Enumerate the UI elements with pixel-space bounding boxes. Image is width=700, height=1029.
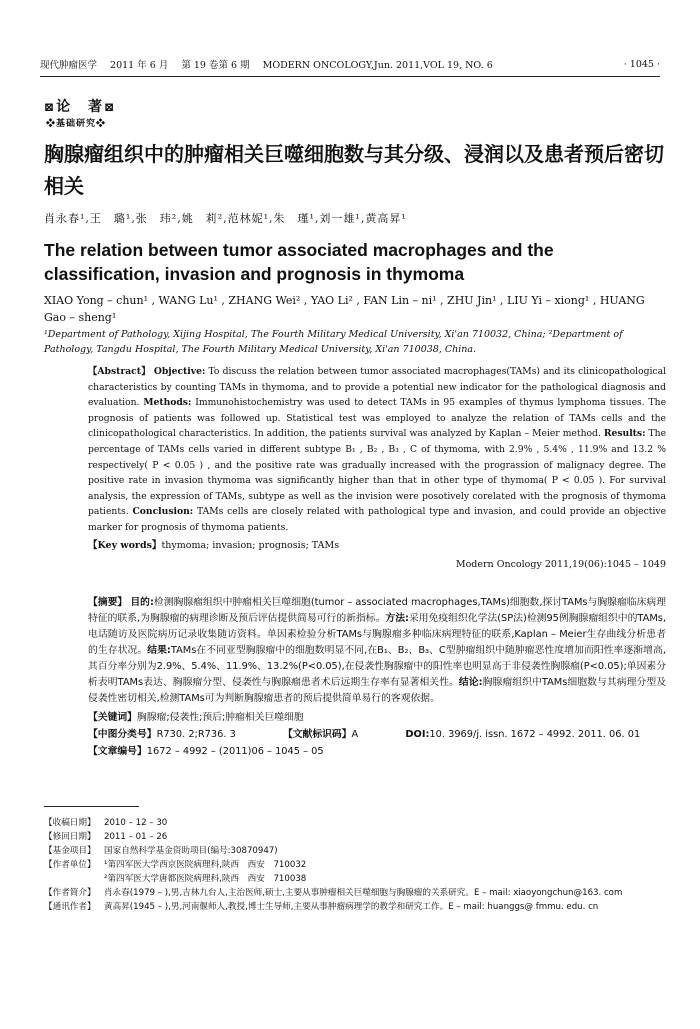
footnote-label xyxy=(44,872,104,886)
objective-text: To discuss the relation between tumor associated macrophages(TAMs) and its clinicopathological characteristics by counting TAMs in thymoma, and to provide a potential new indicator for the pathological diagnosis and evaluation. xyxy=(88,366,666,409)
section-text: 论 著 xyxy=(56,99,105,115)
objective-cn-text: 检测胸腺瘤组织中肿瘤相关巨噬细胞(tumor – associated macrophages,TAMs)细胞数,探讨TAMs与胸腺瘤临床病理特征的联系,为胸腺瘤的病理诊断及预后评估提供简易可行的新指标。 xyxy=(88,597,666,624)
section-label xyxy=(44,96,116,116)
conclusion-cn-label: 结论: xyxy=(458,677,483,688)
doi-value: 10. 3969/j. issn. 1672 – 4992. 2011. 06. 01 xyxy=(429,729,641,740)
running-header xyxy=(40,56,660,77)
keywords-chinese xyxy=(88,709,304,723)
footnote-label: 【作者单位】 xyxy=(44,860,96,870)
footnote-row xyxy=(44,872,670,886)
footnote-label: 【基金项目】 xyxy=(44,846,96,856)
results-cn-text: TAMs在不同亚型胸腺瘤中的细胞数明显不同,在B₁、B₂、B₃、C型肿瘤组织中随肿瘤恶性度增加而阳性率逐渐增高,其百分率分别为2.9%、5.4%、11.9%、13.2%(P<0.05),在侵袭性胸腺瘤中的阳性率也明显高于非侵袭性胸腺瘤(P<0.05);单因素分析表明TAMs表达、胸腺瘤分型、侵袭性与胸腺瘤患者术后远期生存率有显著相关性。 xyxy=(88,645,667,688)
header-left xyxy=(40,57,503,71)
conclusion-text: TAMs cells are closely related with pathological type and invasion, and could provide an objective marker for prognosis of thymoma patients. xyxy=(88,506,667,533)
clc-label: 【中图分类号】 xyxy=(88,729,157,740)
keywords-cn-label: 【关键词】 xyxy=(88,712,137,723)
classification-line xyxy=(88,726,684,740)
doc-code-label: 【文献标识码】 xyxy=(282,729,352,740)
footnote-value: 国家自然科学基金资助项目(编号:30870947) xyxy=(104,846,278,856)
results-cn-label: 结果: xyxy=(147,645,171,656)
title-chinese: 胸腺瘤组织中的肿瘤相关巨噬细胞数与其分级、浸润以及患者预后密切相关 xyxy=(44,142,664,198)
page-number: · 1045 · xyxy=(623,58,660,70)
article-number-value: 1672 – 4992 – (2011)06 – 1045 – 05 xyxy=(146,746,324,757)
footnote-label: 【修回日期】 xyxy=(44,832,96,842)
results-label: Results: xyxy=(603,428,646,440)
footnote-divider xyxy=(44,806,139,807)
issue-date-cn: 2011 年 6 月 xyxy=(110,60,169,71)
authors-chinese: 肖永春¹,王 璐¹,张 玮²,姚 莉²,范林妮¹,朱 瑾¹,刘一雄¹,黄高昇¹ xyxy=(44,212,407,225)
section-box-icon-right: ⊠ xyxy=(104,100,117,114)
conclusion-cn-text: 胸腺瘤组织中TAMs细胞数与其病理分型及侵袭性密切相关,检测TAMs可为判断胸腺瘤患者的预后提供简单易行的客观依据。 xyxy=(88,677,667,704)
citation: Modern Oncology 2011,19(06):1045 – 1049 xyxy=(455,559,666,570)
abstract-english xyxy=(88,364,666,536)
footnote-row xyxy=(44,858,670,872)
conclusion-label: Conclusion: xyxy=(132,506,194,518)
keywords-value: thymoma; invasion; prognosis; TAMs xyxy=(161,540,340,551)
section-box-icon: ⊠ xyxy=(44,100,57,114)
doi xyxy=(405,729,662,740)
keywords-cn-value: 胸腺瘤;侵袭性;预后;肿瘤相关巨噬细胞 xyxy=(136,712,304,723)
clc-value: R730. 2;R736. 3 xyxy=(156,729,236,740)
affiliations: ¹Department of Pathology, Xijing Hospital, The Fourth Military Medical University, Xi'an 710032, China; ²Department of Pathology, Tangdu Hospital, The Fourth Military Medical University, Xi'an 710038, China. xyxy=(44,329,623,355)
journal-name-en: MODERN ONCOLOGY,Jun. 2011,VOL 19, NO. 6 xyxy=(262,60,493,71)
footnote-row xyxy=(44,816,670,830)
objective-label: Objective: xyxy=(153,366,206,377)
footnote-row xyxy=(44,844,670,858)
footnote-value: 肖永春(1979 – ),男,吉林九台人,主治医师,硕士,主要从事肿瘤相关巨噬细胞与胸腺瘤的关系研究。E – mail: xiaoyongchun@163. com xyxy=(104,888,623,898)
methods-label: Methods: xyxy=(143,397,192,409)
methods-text: Immunohistochemistry was used to detect TAMs in 95 examples of thymus lymphoma tissues. The prognosis of patients was followed up. Statistical test was employed to analyze the relation of TAMs cells and the clinicopathological characteristics. In addition, the patients survival was analyzed by Kaplan – Meier method. xyxy=(88,397,667,440)
footnote-label: 【作者简介】 xyxy=(44,888,96,898)
footnote-value: 黄高昇(1945 – ),男,河南偃师人,教授,博士生导师,主要从事肿瘤病理学的教学和研究工作。E – mail: huanggs@ fmmu. edu. cn xyxy=(104,902,599,912)
footnote-row xyxy=(44,886,670,900)
footnote-value: 2010 – 12 – 30 xyxy=(104,818,168,828)
abstract-label: 【Abstract】 xyxy=(88,366,151,377)
results-text: The percentage of TAMs cells varied in different subtype B₁ , B₂ , B₃ , C of thymoma, with 2.9% , 5.4% , 11.9% and 13.2 % respectively( P < 0.05 ) , and the positive rate was gradually increased with the prograssion of malignacy degree. The positive rate in invasion thymoma was significantly higher than that in other type of thymoma( P < 0.05 ). For survival analysis, the expression of TAMs, subtype as well as the invision were posotively corelated with the prognosis of thymoma patients. xyxy=(88,428,667,518)
footnote-label: 【通讯作者】 xyxy=(44,902,96,912)
abstract-cn-label: 【摘要】 xyxy=(88,597,128,608)
footnote-label: 【收稿日期】 xyxy=(44,818,96,828)
footnote-value: ¹第四军医大学西京医院病理科,陕西 西安 710032 xyxy=(104,860,307,870)
journal-name-cn: 现代肿瘤医学 xyxy=(40,60,98,71)
methods-cn-label: 方法: xyxy=(385,613,409,624)
doc-code xyxy=(283,729,380,740)
footnote-value: ²第四军医大学唐都医院病理科,陕西 西安 710038 xyxy=(104,874,307,884)
keywords-english xyxy=(88,537,339,551)
doi-label: DOI: xyxy=(405,729,430,740)
footnote-value: 2011 – 01 – 26 xyxy=(104,832,168,842)
doc-code-value: A xyxy=(351,729,359,740)
abstract-chinese xyxy=(88,595,666,707)
clc xyxy=(88,729,258,740)
footnotes xyxy=(44,816,670,914)
volume-cn: 第 19 卷第 6 期 xyxy=(181,60,250,71)
methods-cn-text: 采用免疫组织化学法(SP法)检测95例胸腺瘤组织中的TAMs,电话随访及医院病历记录收集随访资料。单因素检验分析TAMs与胸腺瘤多种临床病理特征的联系,Kaplan – Meier生存曲线分析患者的生存状况。 xyxy=(88,613,666,656)
article-number-label: 【文章编号】 xyxy=(88,746,147,757)
footnote-row xyxy=(44,830,670,844)
subsection-label: ❖基础研究❖ xyxy=(46,119,107,129)
article-number xyxy=(88,743,324,757)
title-english: The relation between tumor associated macrophages and the classification, invasion and prognosis in thymoma xyxy=(44,240,554,284)
authors-english: XIAO Yong – chun¹ , WANG Lu¹ , ZHANG Wei² , YAO Li² , FAN Lin – ni¹ , ZHU Jin¹ , LIU Yi – xiong¹ , HUANG Gao – sheng¹ xyxy=(44,294,645,324)
footnote-row xyxy=(44,900,670,914)
keywords-label: 【Key words】 xyxy=(88,540,162,551)
objective-cn-label: 目的: xyxy=(130,597,154,608)
